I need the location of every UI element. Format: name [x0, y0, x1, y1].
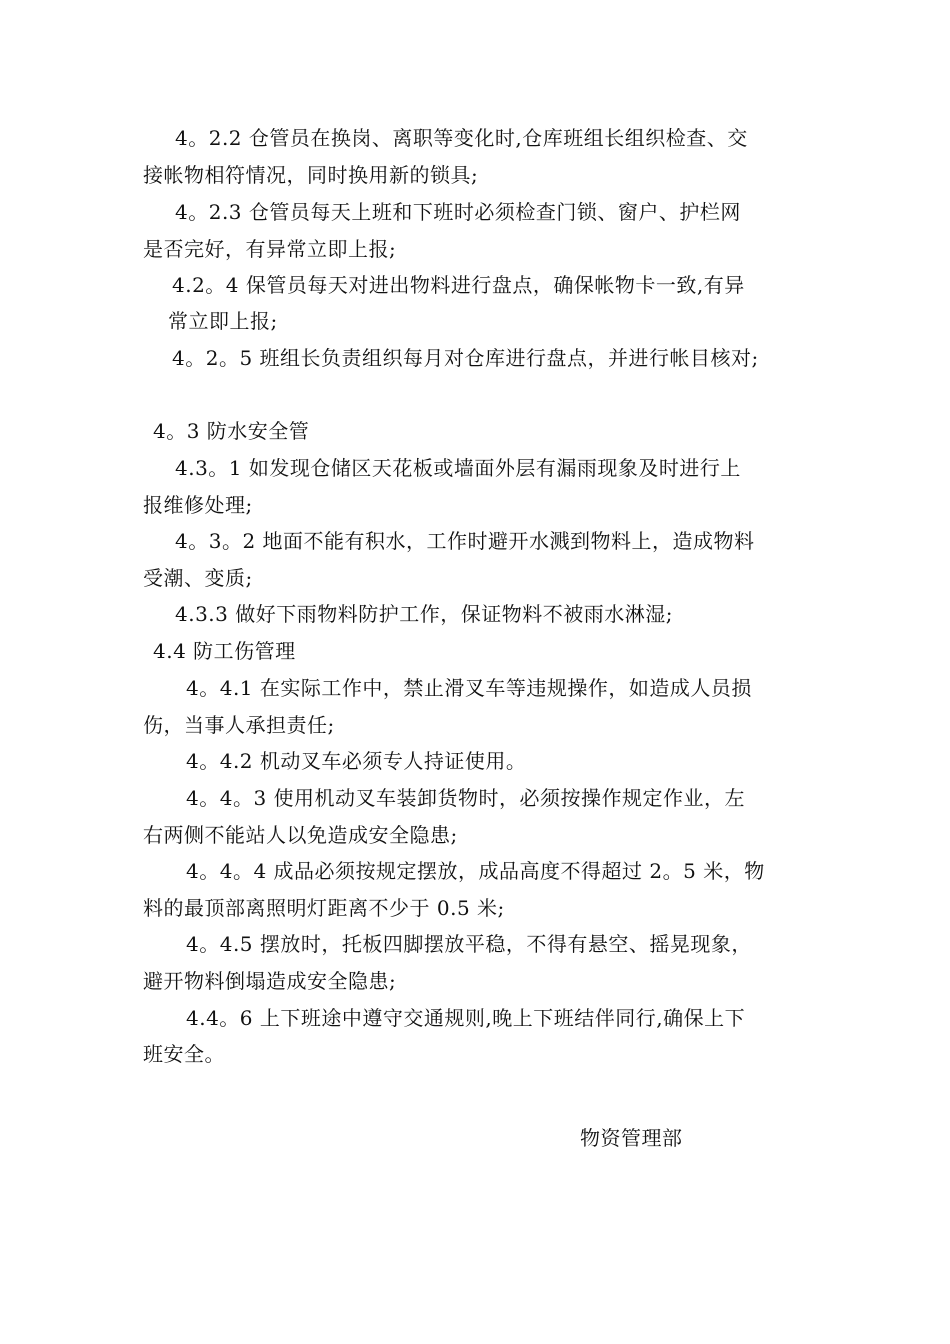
department-signature: 物资管理部 [580, 1126, 683, 1150]
clause-4-4-5-line-1: 4。4.5 摆放时，托板四脚摆放平稳，不得有悬空、摇晃现象， [186, 932, 752, 956]
clause-4-2-4-line-2: 常立即上报; [168, 309, 278, 333]
clause-4-4-6-line-1: 4.4。6 上下班途中遵守交通规则,晚上下班结伴同行,确保上下 [186, 1006, 746, 1030]
clause-4-3-1-line-1: 4.3。1 如发现仓储区天花板或墙面外层有漏雨现象及时进行上 [175, 456, 741, 480]
clause-4-2-4-line-1: 4.2。4 保管员每天对进出物料进行盘点，确保帐物卡一致,有异 [172, 273, 745, 297]
clause-4-4-4-line-2: 料的最顶部离照明灯距离不少于 0.5 米; [143, 896, 505, 920]
clause-4-3-2-line-2: 受潮、变质; [143, 566, 253, 590]
clause-4-2-3-line-2: 是否完好，有异常立即上报; [143, 237, 397, 261]
clause-4-2-2-line-1: 4。2.2 仓管员在换岗、离职等变化时,仓库班组长组织检查、交 [175, 126, 748, 150]
clause-4-4-5-line-2: 避开物料倒塌造成安全隐患; [143, 969, 397, 993]
clause-4-4-3-line-2: 右两侧不能站人以免造成安全隐患; [143, 823, 458, 847]
clause-4-4-4-line-1: 4。4。4 成品必须按规定摆放，成品高度不得超过 2。5 米，物 [186, 859, 765, 883]
clause-4-2-3-line-1: 4。2.3 仓管员每天上班和下班时必须检查门锁、窗户、护栏网 [175, 200, 741, 224]
clause-4-4-1-line-1: 4。4.1 在实际工作中，禁止滑叉车等违规操作，如造成人员损 [186, 676, 752, 700]
clause-4-3-1-line-2: 报维修处理; [143, 493, 253, 517]
section-heading-4-3: 4。3 防水安全管 [153, 419, 310, 443]
section-heading-4-4: 4.4 防工伤管理 [153, 639, 296, 663]
clause-4-4-1-line-2: 伤，当事人承担责任; [143, 713, 335, 737]
clause-4-4-3-line-1: 4。4。3 使用机动叉车装卸货物时，必须按操作规定作业，左 [186, 786, 746, 810]
clause-4-3-2-line-1: 4。3。2 地面不能有积水，工作时避开水溅到物料上，造成物料 [175, 529, 755, 553]
clause-4-2-5-line-1: 4。2。5 班组长负责组织每月对仓库进行盘点，并进行帐目核对; [172, 346, 759, 370]
clause-4-3-3-line-1: 4.3.3 做好下雨物料防护工作，保证物料不被雨水淋湿; [175, 602, 673, 626]
clause-4-4-2-line-1: 4。4.2 机动叉车必须专人持证使用。 [186, 749, 527, 773]
clause-4-4-6-line-2: 班安全。 [143, 1042, 225, 1066]
clause-4-2-2-line-2: 接帐物相符情况，同时换用新的锁具; [143, 163, 479, 187]
